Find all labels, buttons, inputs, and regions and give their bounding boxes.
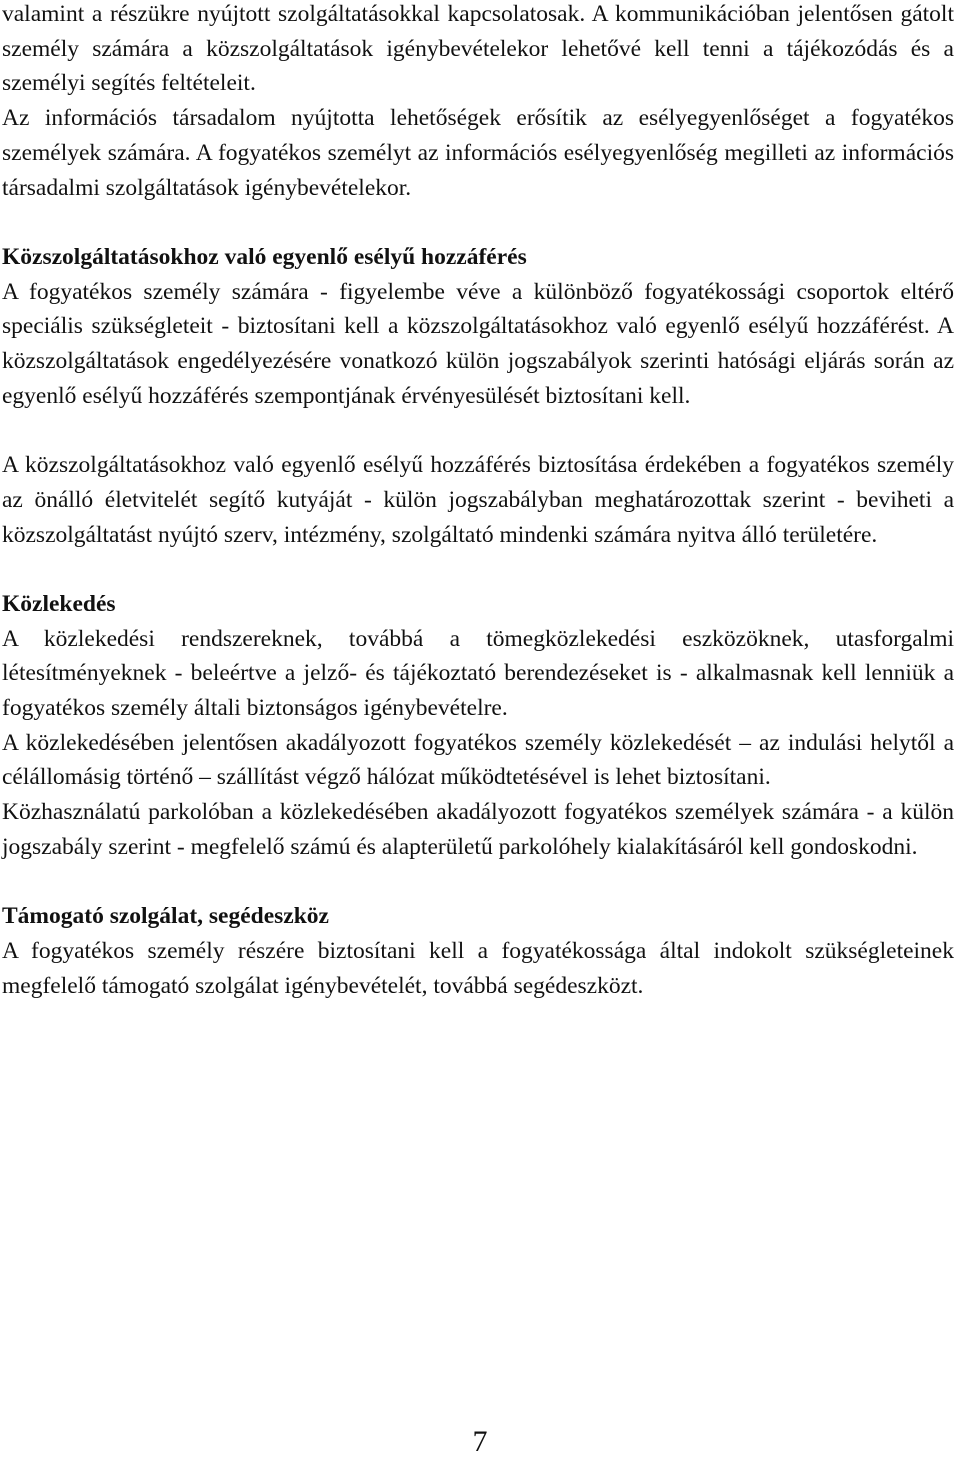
paragraph-support-service: A fogyatékos személy részére biztosítani kell a fogyatékossága által indokolt szükségleteinek megfelelő támogató szolgálat igénybevételét, továbbá segédeszközt.	[2, 937, 954, 999]
paragraph-communication: valamint a részükre nyújtott szolgáltatásokkal kapcsolatosak. A kommunikációban jelentősen gátolt személy számára a közszolgáltatások igénybevételekor lehetővé kell tenni a tájékozódás és a személyi segítés feltételeit.	[2, 1, 954, 97]
paragraph-information-society: Az információs társadalom nyújtotta lehetőségek erősítik az esélyegyenlőséget a fogyatékos személyek számára. A fogyatékos személyt az információs esélyegyenlőség megilleti az információs társadalmi szolgáltatások igénybevételekor.	[2, 105, 954, 201]
document-page	[2, 0, 954, 1003]
section-heading-support-service: Támogató szolgálat, segédeszköz	[2, 903, 329, 930]
paragraph-transport-service: A közlekedésében jelentősen akadályozott fogyatékos személy közlekedését – az indulási helytől a célállomásig történő – szállítást végző hálózat működtetésével is lehet biztosítani.	[2, 729, 954, 791]
paragraph-spacer	[2, 865, 954, 900]
page-number: 7	[472, 1425, 488, 1458]
paragraph-public-services-access: A fogyatékos személy számára - figyelembe véve a különböző fogyatékossági csoportok eltérő speciális szükségleteit - biztosítani kell a közszolgáltatásokhoz való egyenlő esélyű hozzáférést. A közszolgáltatások engedélyezésére vonatkozó külön jogszabályok szerinti hatósági eljárás során az egyenlő esélyű hozzáférés szempontjának érvényesülését biztosítani kell.	[2, 278, 954, 409]
paragraph-spacer	[2, 205, 954, 240]
paragraph-parking: Közhasználatú parkolóban a közlekedésében akadályozott fogyatékos személyek számára - a külön jogszabály szerint - megfelelő számú és alapterületű parkolóhely kialakításáról kell gondoskodni.	[2, 799, 954, 860]
paragraph-transport-systems: A közlekedési rendszereknek, továbbá a tömegközlekedési eszközöknek, utasforgalmi létesítményeknek - beleértve a jelző- és tájékoztató berendezéseket is - alkalmasnak kell lenniük a fogyatékos személy általi biztonságos igénybevételre.	[2, 625, 954, 722]
paragraph-spacer	[2, 413, 954, 448]
section-heading-transport: Közlekedés	[2, 590, 116, 617]
paragraph-assistance-dog: A közszolgáltatásokhoz való egyenlő esélyű hozzáférés biztosítása érdekében a fogyatékos személy az önálló életvitelét segítő kutyáját - külön jogszabályban meghatározottak szerint - beviheti a közszolgáltatást nyújtó szerv, intézmény, szolgáltató mindenki számára nyitva álló területére.	[2, 452, 954, 548]
paragraph-spacer	[2, 552, 954, 587]
section-heading-public-services: Közszolgáltatásokhoz való egyenlő esélyű hozzáférés	[2, 243, 527, 270]
